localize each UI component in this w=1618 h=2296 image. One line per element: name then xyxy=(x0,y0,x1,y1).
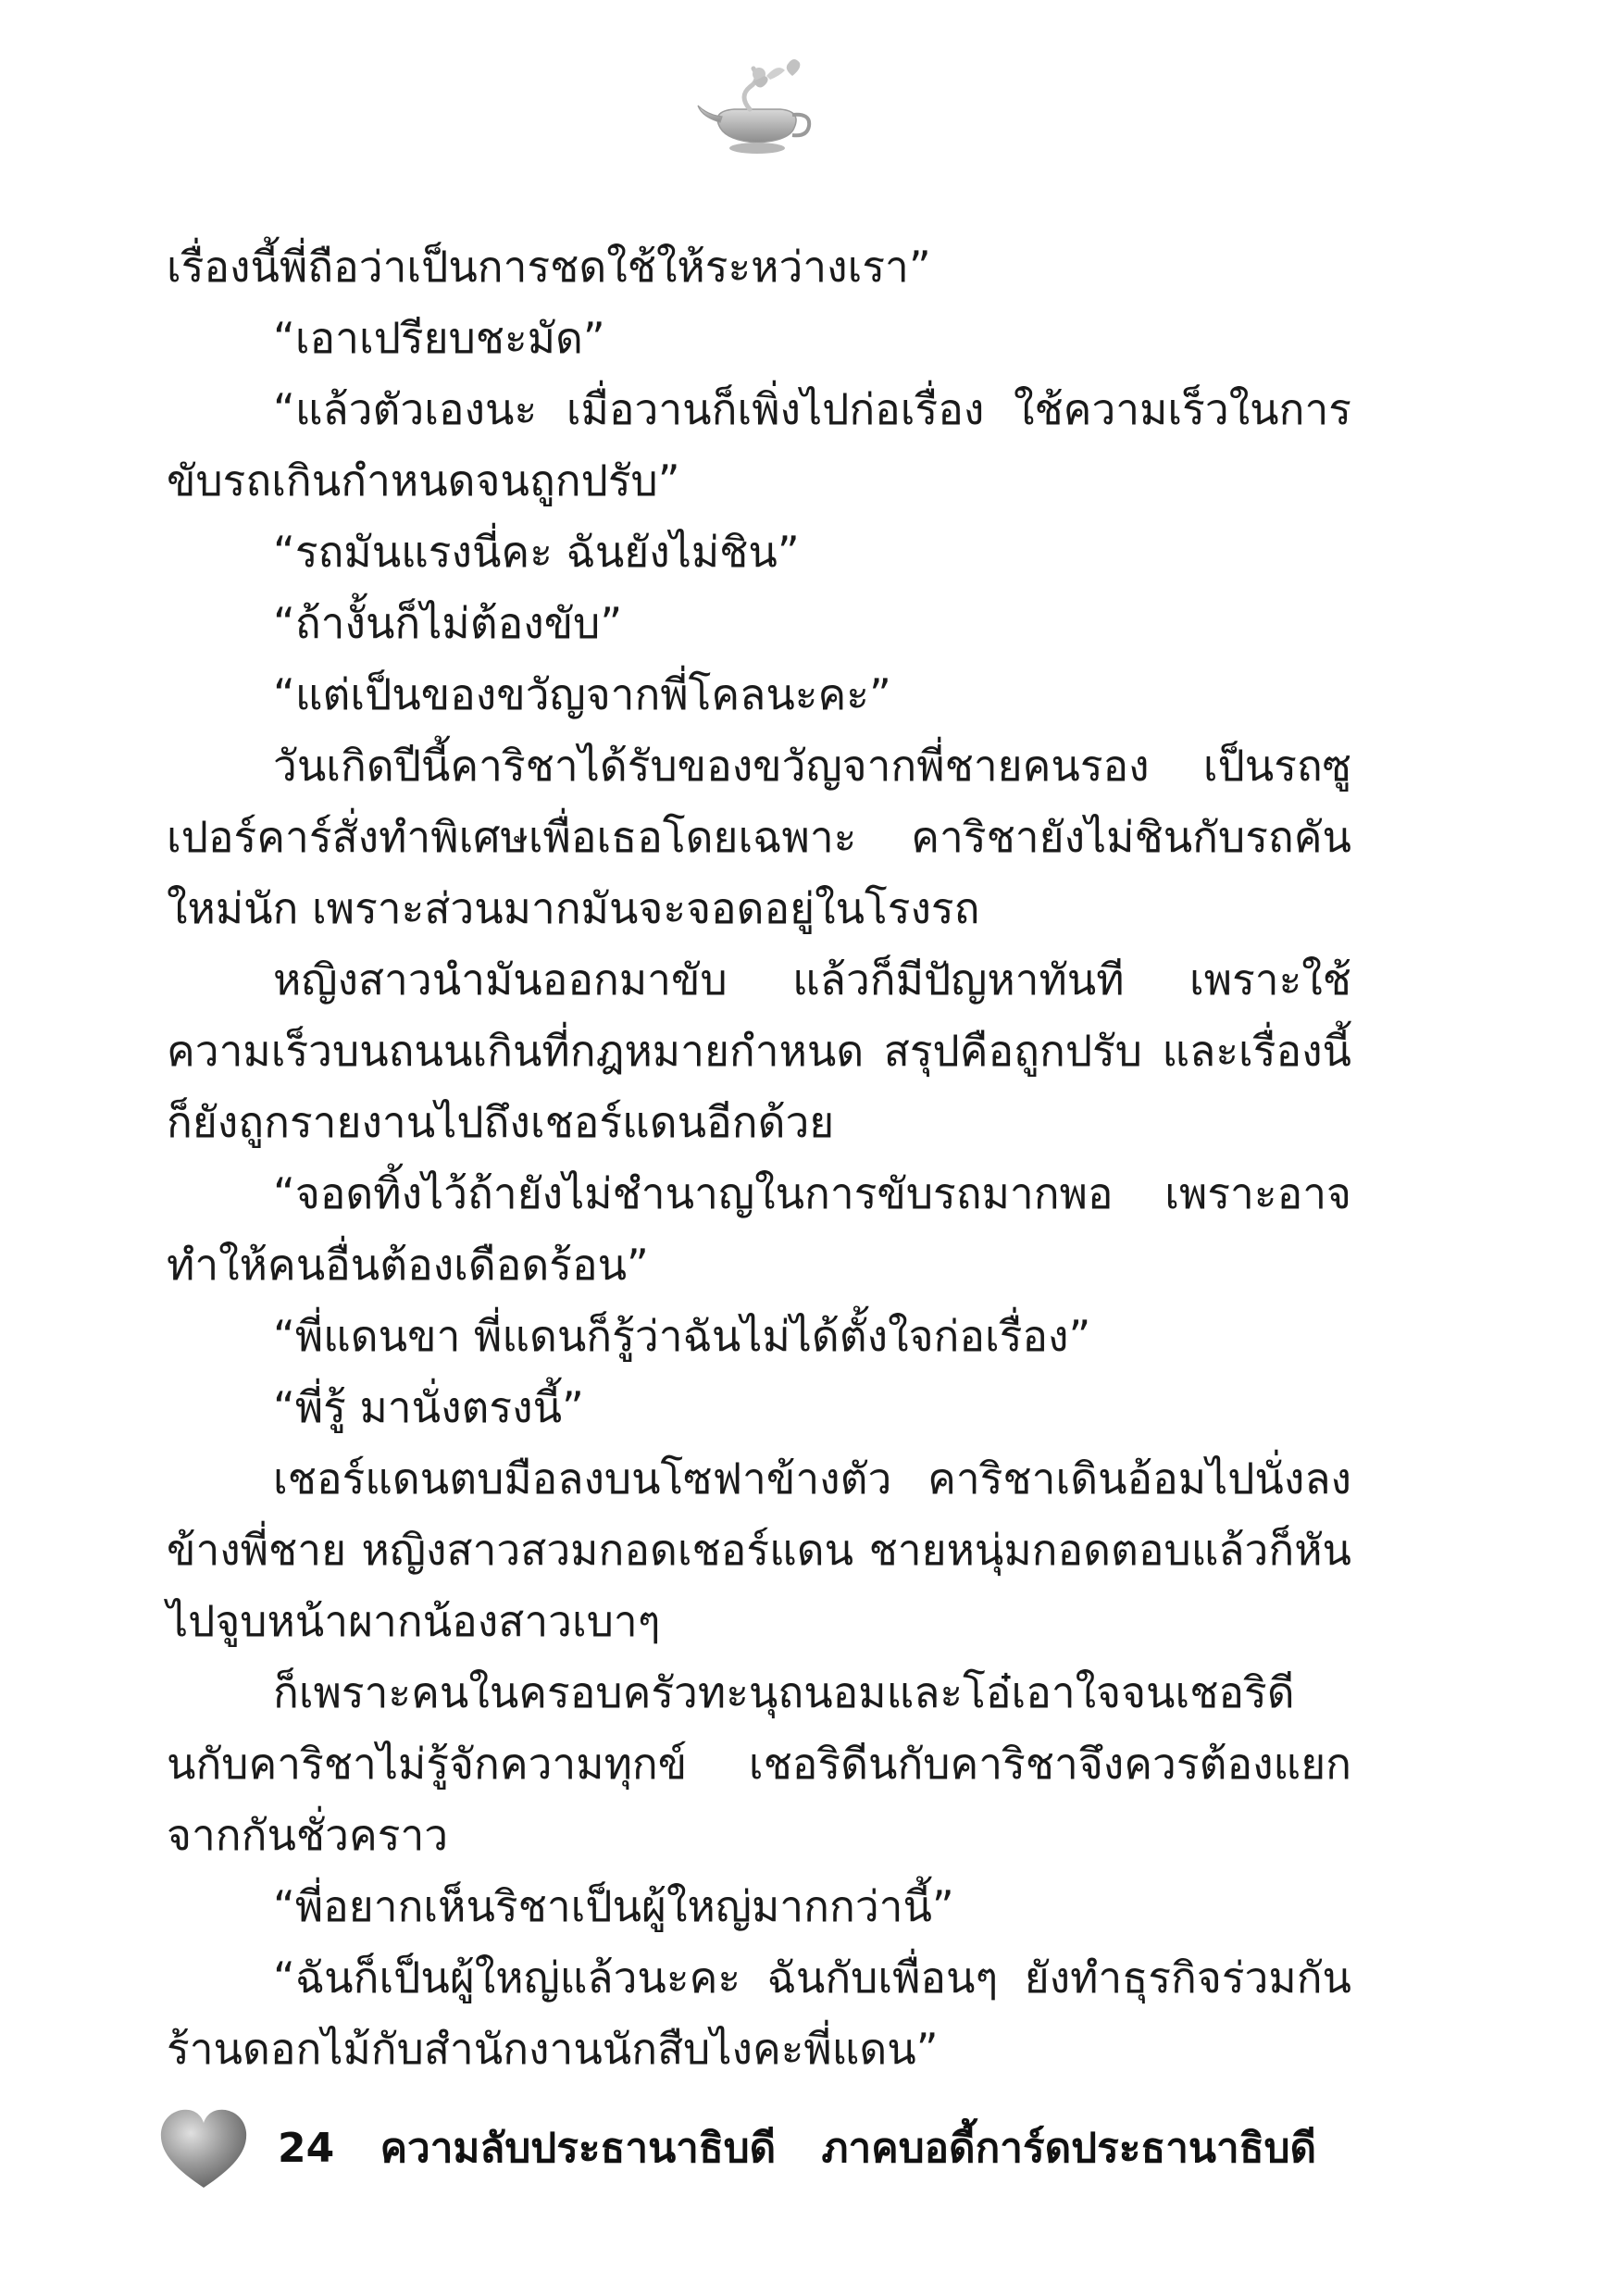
paragraph: “พี่แดนขา พี่แดนก็รู้ว่าฉันไม่ได้ตั้งใจก่อเรื่อง” xyxy=(273,1311,1091,1361)
paragraph: “พี่อยากเห็นริชาเป็นผู้ใหญ่มากกว่านี้” xyxy=(273,1881,954,1931)
cupid-teapot-ornament-icon xyxy=(692,56,822,167)
paragraph: “ถ้างั้นก็ไม่ต้องขับ” xyxy=(273,598,623,648)
paragraph: “ฉันก็เป็นผู้ใหญ่แล้วนะคะ ฉันกับเพื่อนๆ ยังทำธุรกิจร่วมกันร้านดอกไม้กับสำนักงานนักสืบไงคะพี่แดน” xyxy=(167,1953,1351,2074)
paragraph: เรื่องนี้พี่ถือว่าเป็นการชดใช้ให้ระหว่างเรา” xyxy=(167,242,931,292)
page-footer xyxy=(157,2097,1348,2199)
paragraph: ก็เพราะคนในครอบครัวทะนุถนอมและโอ๋เอาใจจนเชอริดีนกับคาริชาไม่รู้จักความทุกข์ เชอริดีนกับคาริชาจึงควรต้องแยกจากกันชั่วคราว xyxy=(167,1667,1351,1860)
paragraph: “จอดทิ้งไว้ถ้ายังไม่ชำนาญในการขับรถมากพอ เพราะอาจทำให้คนอื่นต้องเดือดร้อน” xyxy=(167,1168,1351,1290)
paragraph: หญิงสาวนำมันออกมาขับ แล้วก็มีปัญหาทันที เพราะใช้ความเร็วบนถนนเกินที่กฎหมายกำหนด สรุปคือถูกปรับ และเรื่องนี้ก็ยังถูกรายงานไปถึงเชอร์แดนอีกด้วย xyxy=(167,955,1351,1147)
series-title: ภาคบอดี้การ์ดประธานาธิบดี xyxy=(821,2125,1317,2172)
page-number: 24 xyxy=(278,2125,335,2172)
paragraph: “รถมันแรงนี่คะ ฉันยังไม่ชิน” xyxy=(273,527,800,577)
paragraph: “เอาเปรียบชะมัด” xyxy=(273,313,605,363)
page-body xyxy=(167,231,1351,2085)
paragraph: วันเกิดปีนี้คาริชาได้รับของขวัญจากพี่ชายคนรอง เป็นรถซูเปอร์คาร์สั่งทำพิเศษเพื่อเธอโดยเฉพาะ คาริชายังไม่ชินกับรถคันใหม่นัก เพราะส่วนมากมันจะจอดอยู่ในโรงรถ xyxy=(167,741,1351,933)
paragraph: “พี่รู้ มานั่งตรงนี้” xyxy=(273,1382,584,1432)
heart-icon xyxy=(157,2104,250,2192)
paragraph: “แล้วตัวเองนะ เมื่อวานก็เพิ่งไปก่อเรื่อง ใช้ความเร็วในการขับรถเกินกำหนดจนถูกปรับ” xyxy=(167,384,1351,505)
book-title: ความลับประธานาธิบดี xyxy=(380,2125,777,2172)
running-footer xyxy=(278,2115,1348,2180)
paragraph: “แต่เป็นของขวัญจากพี่โคลนะคะ” xyxy=(273,669,891,719)
paragraph: เชอร์แดนตบมือลงบนโซฟาข้างตัว คาริชาเดินอ้อมไปนั่งลงข้างพี่ชาย หญิงสาวสวมกอดเชอร์แดน ชายหนุ่มกอดตอบแล้วก็หันไปจูบหน้าผากน้องสาวเบาๆ xyxy=(167,1454,1351,1646)
